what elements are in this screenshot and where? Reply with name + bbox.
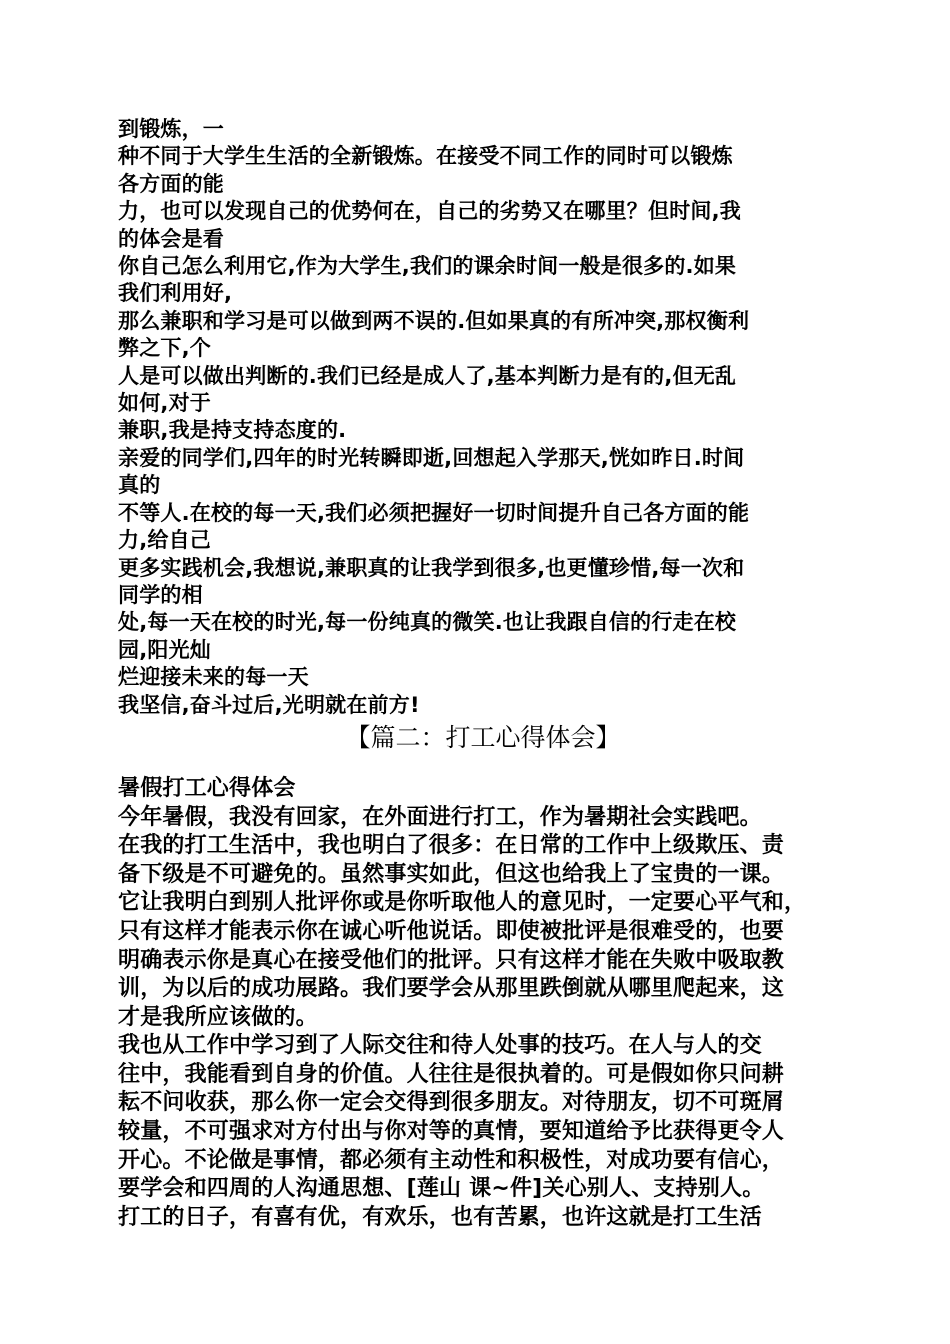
text-line: 的体会是看 <box>118 226 224 251</box>
text-line: 力,给自己 <box>118 528 211 553</box>
section-1-text <box>118 116 848 719</box>
text-line: 人是可以做出判断的.我们已经是成人了,基本判断力是有的,但无乱 <box>118 363 737 388</box>
text-line: 力，也可以发现自己的优势何在，自己的劣势又在哪里？但时间,我 <box>118 199 741 224</box>
text-line: 要学会和四周的人沟通思想、[莲山 课~件]关心别人、支持别人。 <box>118 1176 765 1202</box>
text-line: 我们利用好, <box>118 281 233 306</box>
text-line: 我也从工作中学习到了人际交往和待人处事的技巧。在人与人的交 <box>118 1033 762 1059</box>
text-line: 到锻炼，一 <box>118 117 224 141</box>
text-line: 那么兼职和学习是可以做到两不误的.但如果真的有所冲突,那权衡利 <box>118 308 750 333</box>
text-line: 它让我明白到别人批评你或是你听取他人的意见时，一定要心平气和， <box>118 890 807 916</box>
text-line: 较量，不可强求对方付出与你对等的真情，要知道给予比获得更令人 <box>118 1119 785 1145</box>
text-line: 我坚信,奋斗过后,光明就在前方! <box>118 692 420 717</box>
text-line: 你自己怎么利用它,作为大学生,我们的课余时间一般是很多的.如果 <box>118 254 737 279</box>
text-line: 烂迎接未来的每一天 <box>118 665 309 690</box>
document-body <box>118 116 848 1232</box>
text-line: 明确表示你是真心在接受他们的批评。只有这样才能在失败中吸取教 <box>118 947 785 973</box>
text-line: 园,阳光灿 <box>118 637 211 662</box>
text-line: 各方面的能 <box>118 171 224 196</box>
text-line: 弊之下,个 <box>118 336 211 361</box>
text-line: 种不同于大学生生活的全新锻炼。在接受不同工作的同时可以锻炼 <box>118 144 733 169</box>
text-line: 打工的日子，有喜有优，有欢乐，也有苦累，也许这就是打工生活 <box>118 1204 762 1230</box>
text-line: 真的 <box>118 473 161 498</box>
text-line: 在我的打工生活中，我也明白了很多：在日常的工作中上级欺压、责 <box>118 833 785 859</box>
text-line: 开心。不论做是事情，都必须有主动性和积极性，对成功要有信心， <box>118 1147 785 1173</box>
text-line: 备下级是不可避免的。虽然事实如此，但这也给我上了宝贵的一课。 <box>118 861 785 887</box>
text-line: 才是我所应该做的。 <box>118 1004 318 1030</box>
text-line: 今年暑假，我没有回家，在外面进行打工，作为暑期社会实践吧。 <box>118 804 762 830</box>
text-line: 更多实践机会,我想说,兼职真的让我学到很多,也更懂珍惜,每一次和 <box>118 555 745 580</box>
section-heading: 【篇二：打工心得体会】 <box>345 722 621 752</box>
text-line: 亲爱的同学们,四年的时光转瞬即逝,回想起入学那天,恍如昨日.时间 <box>118 445 745 470</box>
text-line: 兼职,我是持支持态度的. <box>118 418 347 443</box>
section-2-text <box>118 775 848 1233</box>
text-line: 往中，我能看到自身的价值。人往往是很执着的。可是假如你只问耕 <box>118 1061 785 1087</box>
text-line: 不等人.在校的每一天,我们必须把握好一切时间提升自己各方面的能 <box>118 500 750 525</box>
text-line: 训，为以后的成功展路。我们要学会从那里跌倒就从哪里爬起来，这 <box>118 976 785 1002</box>
text-line: 耘不问收获，那么你一定会交得到很多朋友。对待朋友，切不可斑屑 <box>118 1090 785 1116</box>
text-line: 处,每一天在校的时光,每一份纯真的微笑.也让我跟自信的行走在校 <box>118 610 737 635</box>
text-line: 同学的相 <box>118 582 203 607</box>
text-line: 暑假打工心得体会 <box>118 775 296 801</box>
text-line: 如何,对于 <box>118 391 211 416</box>
text-line: 只有这样才能表示你在诚心听他说话。即使被批评是很难受的，也要 <box>118 918 785 944</box>
